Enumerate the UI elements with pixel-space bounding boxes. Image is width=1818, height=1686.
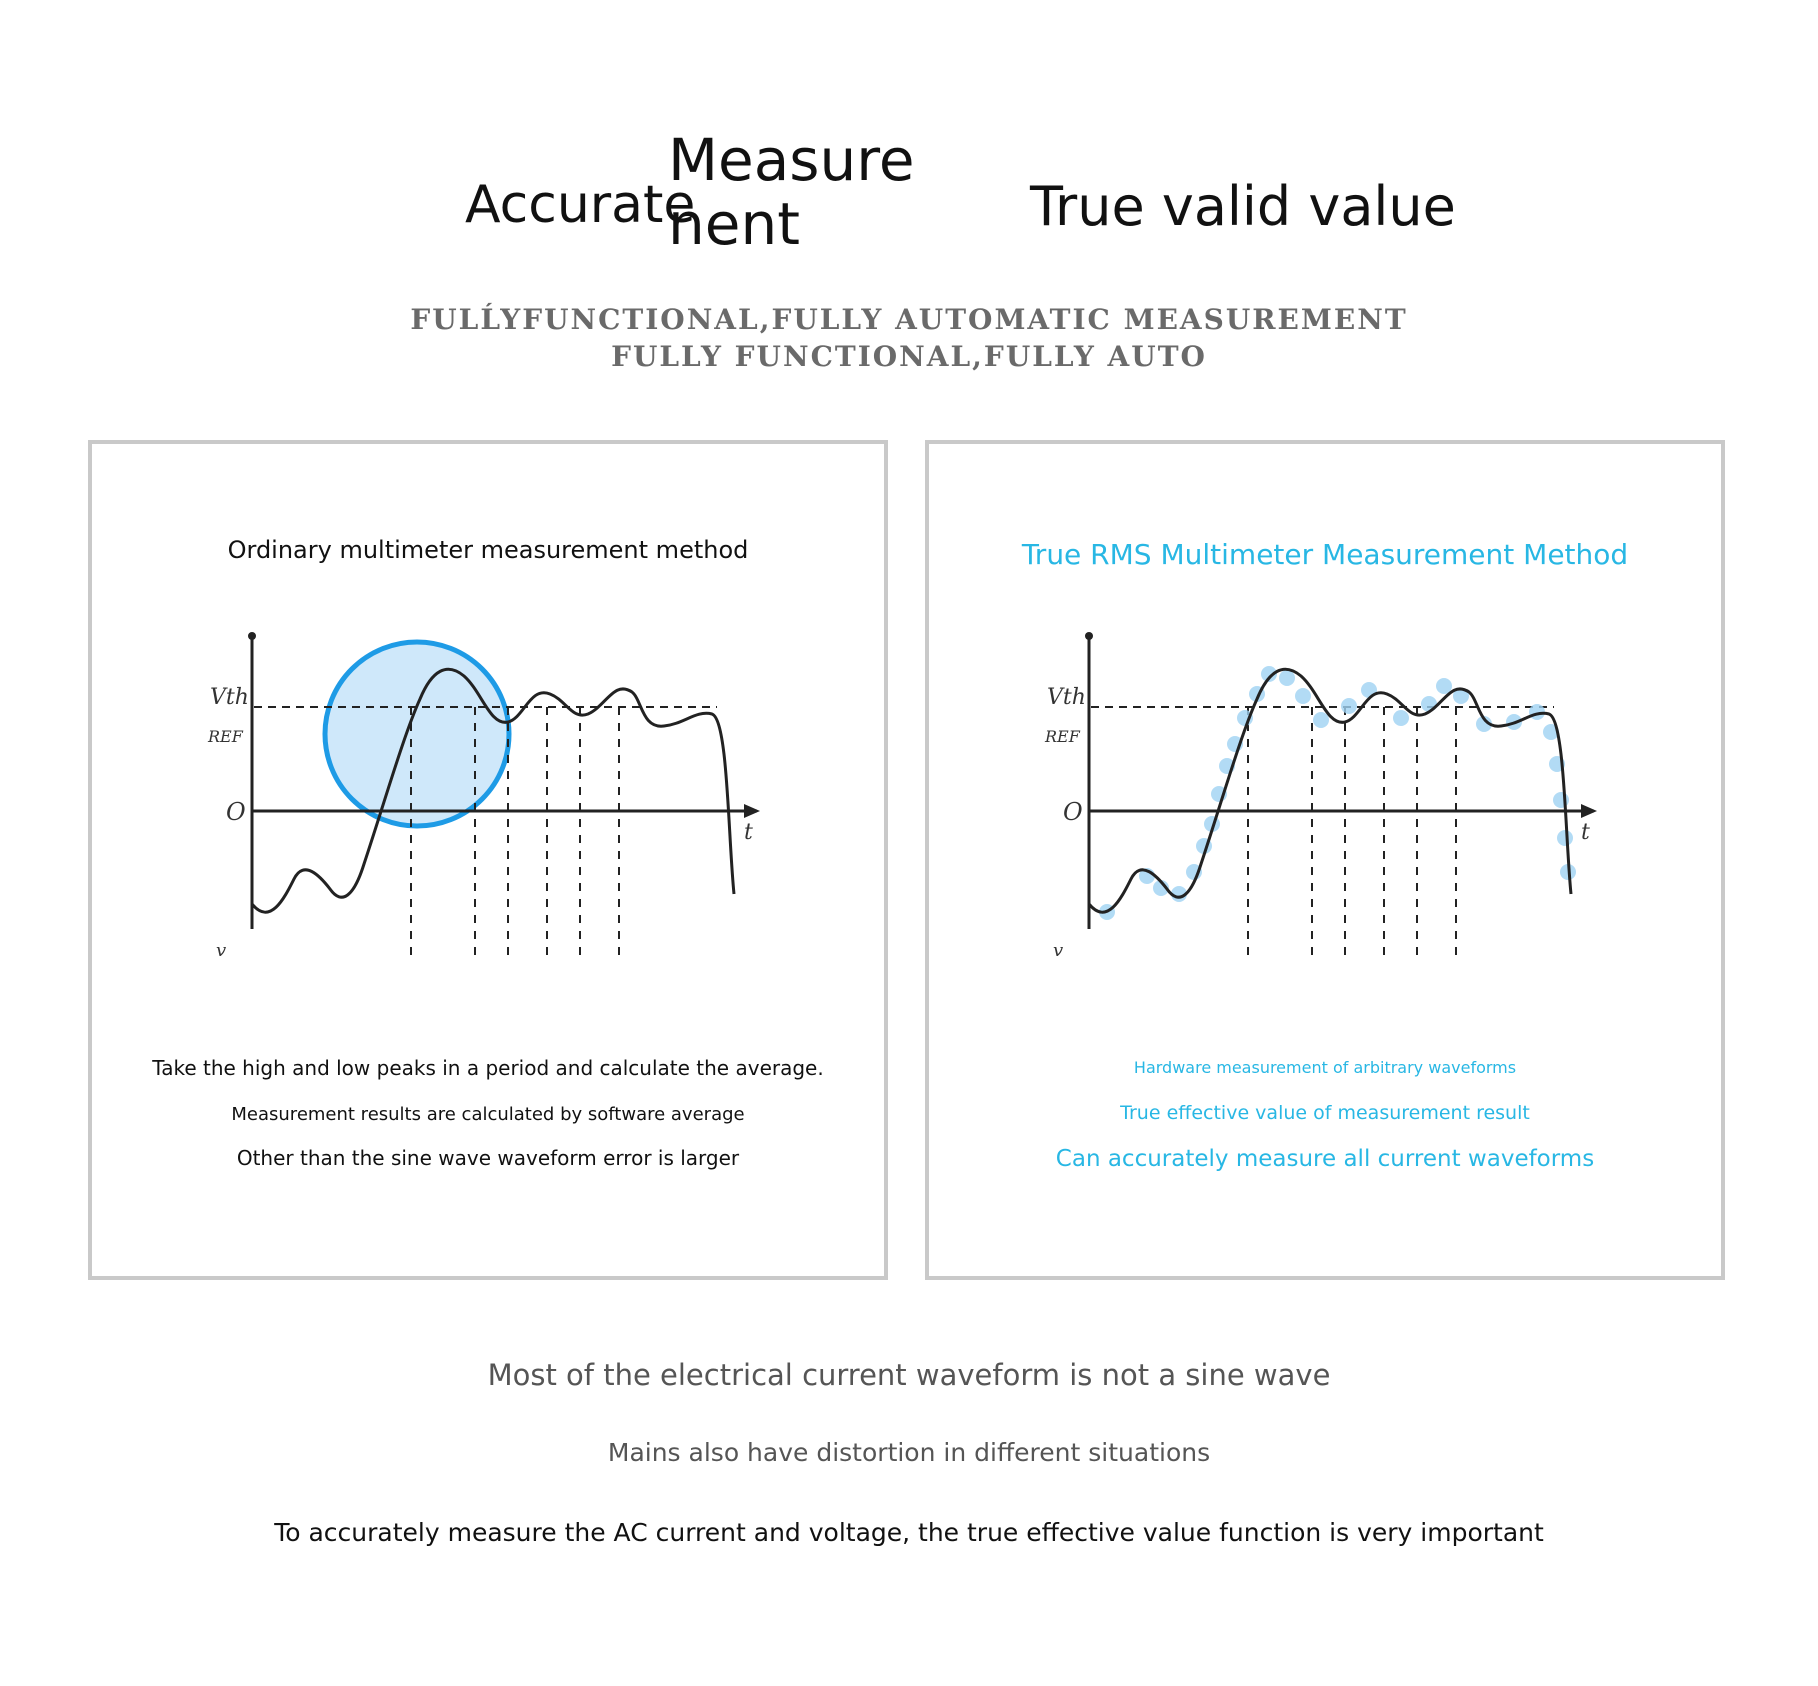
sampling-dot xyxy=(1341,698,1357,714)
sampling-dot xyxy=(1557,830,1573,846)
heading-accurate: Accurate xyxy=(465,175,696,235)
heading-true-valid-value: True valid value xyxy=(1030,175,1456,238)
t-axis-label: t xyxy=(744,820,753,845)
true-rms-note-2: True effective value of measurement result xyxy=(1120,1102,1530,1124)
x-axis-arrow xyxy=(744,804,760,818)
waveform-curve xyxy=(1089,669,1571,912)
y-axis-tip xyxy=(248,632,256,640)
vth-label: Vth xyxy=(210,685,249,710)
t-axis-label: t xyxy=(1581,820,1590,845)
true-rms-note-1: Hardware measurement of arbitrary waveforms xyxy=(1133,1058,1517,1077)
ref-label: REF xyxy=(1045,727,1080,746)
sampling-dot xyxy=(1295,688,1311,704)
ordinary-note-3: Other than the sine wave waveform error is larger xyxy=(236,1146,740,1170)
x-axis-arrow xyxy=(1581,804,1597,818)
true-rms-method-title: True RMS Multimeter Measurement Method xyxy=(1021,538,1629,571)
peak-highlight-circle xyxy=(325,642,509,826)
ref-label: REF xyxy=(208,727,243,746)
y-axis-tip xyxy=(1085,632,1093,640)
sampling-dot xyxy=(1393,710,1409,726)
ordinary-note-1: Take the high and low peaks in a period and calculate the average. xyxy=(152,1056,824,1080)
subtitle-line-1: FULĹYFUNCTIONAL,FULLY AUTOMATIC MEASUREMENT xyxy=(410,303,1408,336)
sample-markers xyxy=(1248,707,1456,959)
ordinary-method-panel xyxy=(88,440,888,1280)
sampling-dots xyxy=(1099,666,1576,920)
v-axis-label: v xyxy=(216,940,227,961)
origin-label: O xyxy=(1063,798,1083,826)
vth-label: Vth xyxy=(1047,685,1086,710)
true-rms-method-panel xyxy=(925,440,1725,1280)
heading-measurement: Measure nent xyxy=(668,126,915,258)
footer-line-2: Mains also have distortion in different situations xyxy=(607,1438,1211,1467)
true-rms-waveform-graph xyxy=(929,614,1729,1014)
footer-line-3: To accurately measure the AC current and voltage, the true effective value function is very important xyxy=(274,1518,1544,1547)
ordinary-note-2: Measurement results are calculated by software average xyxy=(231,1104,745,1125)
sampling-dot xyxy=(1421,696,1437,712)
subtitle-line-2: FULLY FUNCTIONAL,FULLY AUTO xyxy=(611,340,1207,373)
v-axis-label: v xyxy=(1053,940,1064,961)
true-rms-note-3: Can accurately measure all current waveforms xyxy=(1055,1146,1595,1172)
ordinary-method-title: Ordinary multimeter measurement method xyxy=(227,536,749,564)
footer-line-1: Most of the electrical current waveform is not a sine wave xyxy=(487,1358,1331,1392)
ordinary-waveform-graph xyxy=(92,614,892,1014)
origin-label: O xyxy=(226,798,246,826)
sampling-dot xyxy=(1313,712,1329,728)
